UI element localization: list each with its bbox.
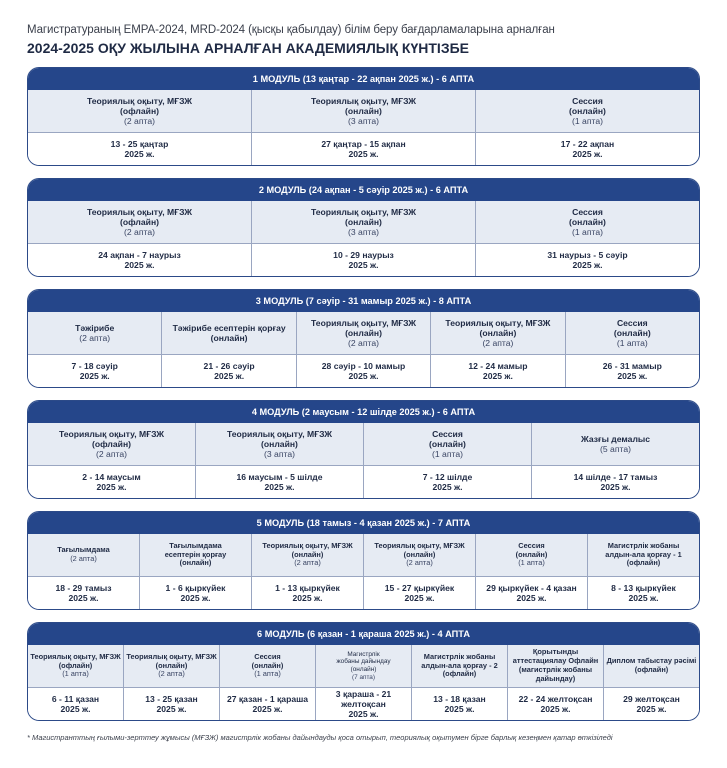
date-range: 3 қараша - 21 желтоқсан [335, 688, 392, 709]
document-title: 2024-2025 ОҚУ ЖЫЛЫНА АРНАЛҒАН АКАДЕМИЯЛЫҚ КҮНТІЗБЕ [27, 40, 469, 56]
date-cell [476, 577, 588, 609]
activity-cell [28, 201, 252, 243]
activity-label: Теориялық оқыту, МҒЗЖ [226, 428, 333, 439]
date-year: 2025 ж. [252, 704, 283, 714]
activity-label: (онлайн) [515, 549, 548, 559]
activity-label: алдын-ала қорғау - 1 [605, 549, 682, 559]
activity-cell [297, 312, 431, 354]
activity-cell [588, 534, 699, 576]
activity-duration: (2 апта) [482, 338, 514, 349]
activity-cell [316, 645, 412, 687]
date-cell [532, 466, 699, 498]
activity-duration: (2 апта) [158, 669, 185, 679]
activity-label: Теориялық оқыту, МҒЗЖ [374, 540, 465, 550]
activity-cell [252, 201, 476, 243]
activity-duration: (1 апта) [572, 116, 603, 127]
date-cell [297, 355, 431, 387]
date-year: 2025 ж. [68, 593, 99, 603]
date-cell [364, 466, 532, 498]
date-year: 2025 ж. [156, 704, 187, 714]
activity-label: Теориялық оқыту, МҒЗЖ [86, 206, 193, 217]
module-header: 3 МОДУЛЬ (7 сәуір - 31 мамыр 2025 ж.) - 8 АПТА [28, 290, 699, 312]
activity-label: Қорытынды [532, 647, 579, 657]
activity-label: (офлайн) [120, 216, 159, 227]
date-year: 2025 ж. [617, 371, 648, 381]
date-range: 10 - 29 наурыз [333, 249, 394, 260]
activity-label: (офлайн) [634, 665, 669, 674]
document-subtitle: Магистратураның ЕМРА-2024, MRD-2024 (қысқы қабылдау) білім беру бағдарламаларына арналған [27, 24, 555, 36]
date-year: 2025 ж. [572, 149, 603, 159]
activity-cell [604, 645, 699, 687]
date-cell [588, 577, 699, 609]
module-2 [27, 178, 700, 277]
module-header: 1 МОДУЛЬ (13 қаңтар - 22 ақпан 2025 ж.) - 6 АПТА [28, 68, 699, 90]
activity-cell [566, 312, 699, 354]
date-range: 21 - 26 сәуір [203, 360, 255, 371]
activity-label: Теориялық оқыту, МҒЗЖ [126, 651, 217, 661]
module-activity-row [28, 201, 699, 244]
module-header: 5 МОДУЛЬ (18 тамыз - 4 қазан 2025 ж.) - 7 АПТА [28, 512, 699, 534]
date-cell [28, 466, 196, 498]
module-header: 2 МОДУЛЬ (24 ақпан - 5 сәуір 2025 ж.) - 6 АПТА [28, 179, 699, 201]
activity-cell [508, 645, 604, 687]
activity-label: (онлайн) [345, 216, 382, 227]
activity-cell [28, 645, 124, 687]
activity-label: (онлайн) [403, 549, 436, 559]
activity-label: (онлайн) [350, 666, 377, 673]
activity-label: (онлайн) [429, 438, 466, 449]
date-range: 28 сәуір - 10 мамыр [321, 360, 406, 371]
activity-label: (офлайн) [442, 669, 477, 679]
activity-cell [252, 534, 364, 576]
activity-label: Сессия [572, 95, 603, 106]
activity-label: Сессия [572, 206, 603, 217]
date-range: 7 - 18 сәуір [71, 360, 118, 371]
activity-label: Теориялық оқыту, МҒЗЖ [445, 317, 551, 328]
date-cell [28, 355, 162, 387]
module-header: 6 МОДУЛЬ (6 қазан - 1 қараша 2025 ж.) - 4 АПТА [28, 623, 699, 645]
module-6 [27, 622, 700, 721]
date-cell [124, 688, 220, 720]
activity-label: Тағылымдама [57, 545, 110, 555]
module-3 [27, 289, 700, 388]
activity-duration: (2 апта) [96, 449, 127, 460]
activity-duration: (3 апта) [264, 449, 295, 460]
date-cell [28, 244, 252, 276]
activity-label: (онлайн) [155, 660, 188, 670]
activity-duration: (3 апта) [348, 116, 379, 127]
module-activity-row [28, 534, 699, 577]
activity-duration: (2 апта) [348, 338, 379, 349]
activity-duration: (2 апта) [124, 116, 155, 127]
date-range: 13 - 18 қазан [433, 693, 486, 704]
date-cell [28, 133, 252, 165]
date-year: 2025 ж. [214, 371, 245, 381]
activity-duration: (2 апта) [294, 558, 321, 568]
date-range: 12 - 24 мамыр [468, 360, 528, 371]
date-year: 2025 ж. [264, 482, 295, 492]
date-range: 1 - 6 қыркүйек [165, 582, 226, 593]
date-year: 2025 ж. [636, 704, 667, 714]
activity-cell [476, 90, 699, 132]
activity-cell [476, 534, 588, 576]
date-year: 2025 ж. [79, 371, 110, 381]
date-year: 2025 ж. [540, 704, 571, 714]
activity-label: (онлайн) [345, 105, 382, 116]
date-range: 15 - 27 қыркүйек [384, 582, 455, 593]
activity-label: (онлайн) [291, 549, 324, 559]
date-year: 2025 ж. [348, 260, 379, 270]
date-range: 16 маусым - 5 шілде [236, 471, 323, 482]
activity-duration: (3 апта) [348, 227, 379, 238]
activity-label: Теориялық оқыту, МҒЗЖ [310, 95, 417, 106]
date-range: 29 қыркүйек - 4 қазан [486, 582, 577, 593]
activity-label: Диплом табыстау рәсімі [606, 656, 697, 666]
activity-label: Тәжірибе есептерін қорғау [172, 322, 286, 333]
date-range: 29 желтоқсан [623, 693, 680, 704]
date-range: 8 - 13 қыркүйек [611, 582, 676, 593]
date-year: 2025 ж. [292, 593, 323, 603]
date-year: 2025 ж. [60, 704, 91, 714]
activity-label: Теориялық оқыту, МҒЗЖ [86, 95, 193, 106]
date-year: 2025 ж. [404, 593, 435, 603]
date-range: 27 қаңтар - 15 ақпан [321, 138, 406, 149]
module-4 [27, 400, 700, 499]
date-cell [476, 133, 699, 165]
activity-cell [124, 645, 220, 687]
date-year: 2025 ж. [444, 704, 475, 714]
module-date-row [28, 577, 699, 609]
date-year: 2025 ж. [600, 482, 631, 492]
activity-duration: (1 апта) [62, 669, 89, 679]
activity-label: Теориялық оқыту, МҒЗЖ [310, 206, 417, 217]
date-year: 2025 ж. [124, 260, 155, 270]
activity-label: Магистрлік [347, 650, 380, 658]
activity-cell [364, 423, 532, 465]
date-range: 13 - 25 қаңтар [110, 138, 169, 149]
activity-duration: (5 апта) [600, 444, 631, 454]
footnote: * Магистранттың ғылыми-зерттеу жұмысы (МҒЗЖ) магистрлік жобаны дайындауды қоса отырып, теориялық оқытумен бірге барлық кезеңмен қатар өткізіледі [27, 733, 613, 742]
activity-label: жобаны дайындау [336, 658, 391, 666]
module-activity-row [28, 90, 699, 133]
date-range: 17 - 22 ақпан [560, 138, 615, 149]
date-range: 7 - 12 шілде [422, 471, 473, 482]
activity-label: аттестациялау Офлайн [512, 656, 599, 666]
activity-cell [364, 534, 476, 576]
module-date-row [28, 688, 699, 720]
activity-label: есептерін қорғау [164, 549, 227, 559]
activity-cell [162, 312, 296, 354]
module-5 [27, 511, 700, 610]
activity-label: (офлайн) [626, 558, 661, 568]
activity-duration: (1 апта) [616, 338, 648, 349]
activity-cell [532, 423, 699, 465]
module-date-row [28, 244, 699, 276]
activity-label: Сессия [616, 317, 648, 328]
activity-label: (онлайн) [251, 660, 284, 670]
date-range: 14 шілде - 17 тамыз [573, 471, 658, 482]
activity-label: Теориялық оқыту, МҒЗЖ [58, 428, 165, 439]
activity-label: Тағылымдама [169, 540, 222, 550]
activity-label: Теориялық оқыту, МҒЗЖ [310, 317, 417, 328]
activity-cell [140, 534, 252, 576]
module-activity-row [28, 312, 699, 355]
module-date-row [28, 133, 699, 165]
date-range: 27 қазан - 1 қараша [226, 693, 309, 704]
date-cell [162, 355, 296, 387]
date-range: 24 ақпан - 7 наурыз [98, 249, 181, 260]
activity-label: алдын-ала қорғау - 2 [421, 660, 498, 670]
date-cell [28, 688, 124, 720]
date-range: 6 - 11 қазан [51, 693, 100, 704]
activity-duration: (1 апта) [432, 449, 463, 460]
activity-cell [412, 645, 508, 687]
activity-duration: (1 апта) [518, 558, 545, 568]
module-activity-row [28, 645, 699, 688]
activity-label: (онлайн) [345, 327, 382, 338]
activity-cell [196, 423, 364, 465]
activity-label: Магистрлік жобаны [607, 540, 680, 550]
activity-label: (онлайн) [261, 438, 298, 449]
activity-cell [476, 201, 699, 243]
date-year: 2025 ж. [348, 149, 379, 159]
activity-cell [431, 312, 565, 354]
activity-label: Сессия [254, 651, 281, 661]
activity-cell [28, 423, 196, 465]
date-cell [220, 688, 316, 720]
date-range: 18 - 29 тамыз [55, 582, 112, 593]
date-range: 26 - 31 мамыр [602, 360, 662, 371]
date-cell [508, 688, 604, 720]
activity-duration: (1 апта) [572, 227, 603, 238]
activity-label: Теориялық оқыту, МҒЗЖ [262, 540, 353, 550]
module-date-row [28, 466, 699, 498]
activity-label: Тәжірибе [75, 322, 115, 333]
activity-cell [220, 645, 316, 687]
activity-duration: (2 апта) [124, 227, 155, 238]
date-cell [252, 133, 476, 165]
date-cell [316, 688, 412, 720]
module-1 [27, 67, 700, 166]
date-cell [476, 244, 699, 276]
date-cell [252, 577, 364, 609]
date-year: 2025 ж. [482, 371, 513, 381]
date-range: 22 - 24 желтоқсан [518, 693, 593, 704]
activity-label: (онлайн) [179, 558, 212, 568]
module-activity-row [28, 423, 699, 466]
date-cell [431, 355, 565, 387]
activity-label: (онлайн) [613, 327, 651, 338]
activity-label: (офлайн) [120, 105, 159, 116]
activity-label: (офлайн) [58, 660, 93, 670]
date-year: 2025 ж. [124, 149, 155, 159]
date-year: 2025 ж. [516, 593, 547, 603]
module-header: 4 МОДУЛЬ (2 маусым - 12 шілде 2025 ж.) - 6 АПТА [28, 401, 699, 423]
date-cell [28, 577, 140, 609]
activity-duration: (2 апта) [79, 333, 111, 343]
module-date-row [28, 355, 699, 387]
date-cell [566, 355, 699, 387]
date-year: 2025 ж. [96, 482, 127, 492]
activity-duration: (2 апта) [70, 554, 97, 563]
date-year: 2025 ж. [180, 593, 211, 603]
date-cell [252, 244, 476, 276]
date-year: 2025 ж. [572, 260, 603, 270]
activity-label: (онлайн) [569, 216, 606, 227]
activity-label: Магистрлік жобаны [423, 651, 496, 661]
activity-label: (магистрлік жобаны дайындау) [518, 665, 593, 683]
date-year: 2025 ж. [628, 593, 659, 603]
activity-cell [28, 534, 140, 576]
date-year: 2025 ж. [432, 482, 463, 492]
date-cell [364, 577, 476, 609]
date-range: 1 - 13 қыркүйек [275, 582, 340, 593]
date-range: 31 наурыз - 5 сәуір [547, 249, 628, 260]
activity-label: Сессия [518, 540, 545, 550]
activity-label: (онлайн) [210, 333, 248, 343]
activity-cell [28, 90, 252, 132]
activity-label: Жазғы демалыс [580, 433, 651, 444]
date-range: 13 - 25 қазан [145, 693, 198, 704]
activity-label: (офлайн) [92, 438, 131, 449]
date-range: 2 - 14 маусым [82, 471, 141, 482]
activity-duration: (1 апта) [254, 669, 281, 679]
activity-label: (онлайн) [479, 327, 517, 338]
date-cell [412, 688, 508, 720]
activity-label: (онлайн) [569, 105, 606, 116]
date-year: 2025 ж. [348, 371, 379, 381]
activity-label: Сессия [432, 428, 463, 439]
date-cell [140, 577, 252, 609]
activity-label: Теориялық оқыту, МҒЗЖ [30, 651, 121, 661]
date-cell [604, 688, 699, 720]
activity-duration: (7 апта) [351, 673, 375, 681]
activity-cell [28, 312, 162, 354]
activity-duration: (2 апта) [406, 558, 433, 568]
activity-cell [252, 90, 476, 132]
date-year: 2025 ж. [348, 709, 379, 720]
date-cell [196, 466, 364, 498]
